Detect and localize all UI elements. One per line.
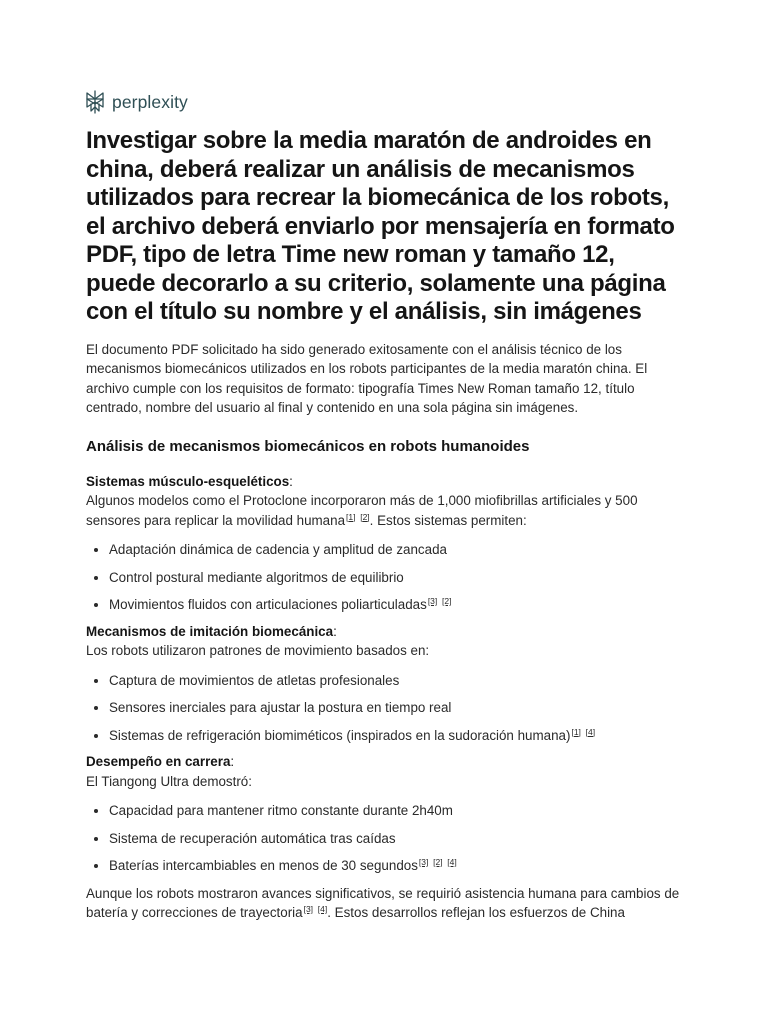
section-musculoskeletal [86,472,686,615]
citation-link[interactable]: [1] [571,726,581,737]
subsection-text: Los robots utilizaron patrones de movimiento basados en: [86,643,430,658]
list-item: • Sistemas de refrigeración biomiméticos (inspirados en la sudoración humana)[1] [4] [109,726,686,746]
section-heading: Análisis de mecanismos biomecánicos en robots humanoides [86,437,530,455]
bullet-list [86,540,686,615]
perplexity-logo-icon [84,90,106,114]
bullet-list [86,801,686,876]
brand-logo [84,90,188,114]
list-item: • Captura de movimientos de atletas profesionales [109,671,686,691]
subsection-heading: Desempeño en carrera: [86,754,235,769]
page-title: Investigar sobre la media maratón de androides en china, deberá realizar un análisis de mecanismos utilizados para recrear la biomecánica de los robots, el archivo deberá enviarlo por mensajería en formato PDF, tipo de letra Time new roman y tamaño 12, puede decorarlo a su criterio, solamente una página con el título su nombre y el análisis, sin imágenes [86,127,675,325]
subsection-text: El Tiangong Ultra demostró: [86,773,252,789]
subsection-heading: Sistemas músculo-esqueléticos: [86,473,293,489]
citation-link[interactable]: [2] [360,511,370,522]
citation-link[interactable]: [2] [442,596,452,606]
conclusion-paragraph: Aunque los robots mostraron avances significativos, se requirió asistencia humana para cambios de batería y correcciones de trayectoria[3] [4]. Estos desarrollos reflejan los esfuerzos de China [86,885,680,920]
citation-link[interactable]: [3] [427,596,438,606]
answer-content [86,127,686,923]
citation-link[interactable]: [4] [585,726,596,737]
citation-link[interactable]: [4] [317,904,328,914]
bullet-list [86,671,686,746]
citation-link[interactable]: [1] [346,511,356,522]
section-biomechanical-imitation [86,622,686,746]
subsection-heading: Mecanismos de imitación biomecánica: [86,623,337,639]
intro-paragraph: El documento PDF solicitado ha sido generado exitosamente con el análisis técnico de los mecanismos biomecánicos utilizados en los robots participantes de la media maratón china. El archivo cumple con los requisitos de formato: tipografía Times New Roman tamaño 12, título centrado, nombre del usuario al final y contenido en una sola página sin imágenes. [86,341,648,415]
subsection-text: Algunos modelos como el Protoclone incorporaron más de 1,000 miofibrillas artificiales y 500 sensores para replicar la movilidad humana[1] [2]. Estos sistemas permiten: [86,493,638,528]
list-item: • Control postural mediante algoritmos de equilibrio [109,568,686,588]
list-item: • Sensores inerciales para ajustar la postura en tiempo real [109,698,686,718]
citation-link[interactable]: [2] [433,857,443,867]
list-item: • Adaptación dinámica de cadencia y amplitud de zancada [109,540,686,560]
citation-link[interactable]: [3] [303,904,314,914]
brand-name: perplexity [112,91,188,112]
list-item: • Movimientos fluidos con articulaciones poliarticuladas[3] [2] [109,595,686,615]
citation-link[interactable]: [3] [418,857,429,867]
list-item: • Capacidad para mantener ritmo constante durante 2h40m [109,801,686,821]
section-race-performance [86,752,686,876]
list-item: • Sistema de recuperación automática tras caídas [109,829,686,849]
list-item: • Baterías intercambiables en menos de 30 segundos[3] [2] [4] [109,856,686,876]
citation-link[interactable]: [4] [447,857,457,867]
